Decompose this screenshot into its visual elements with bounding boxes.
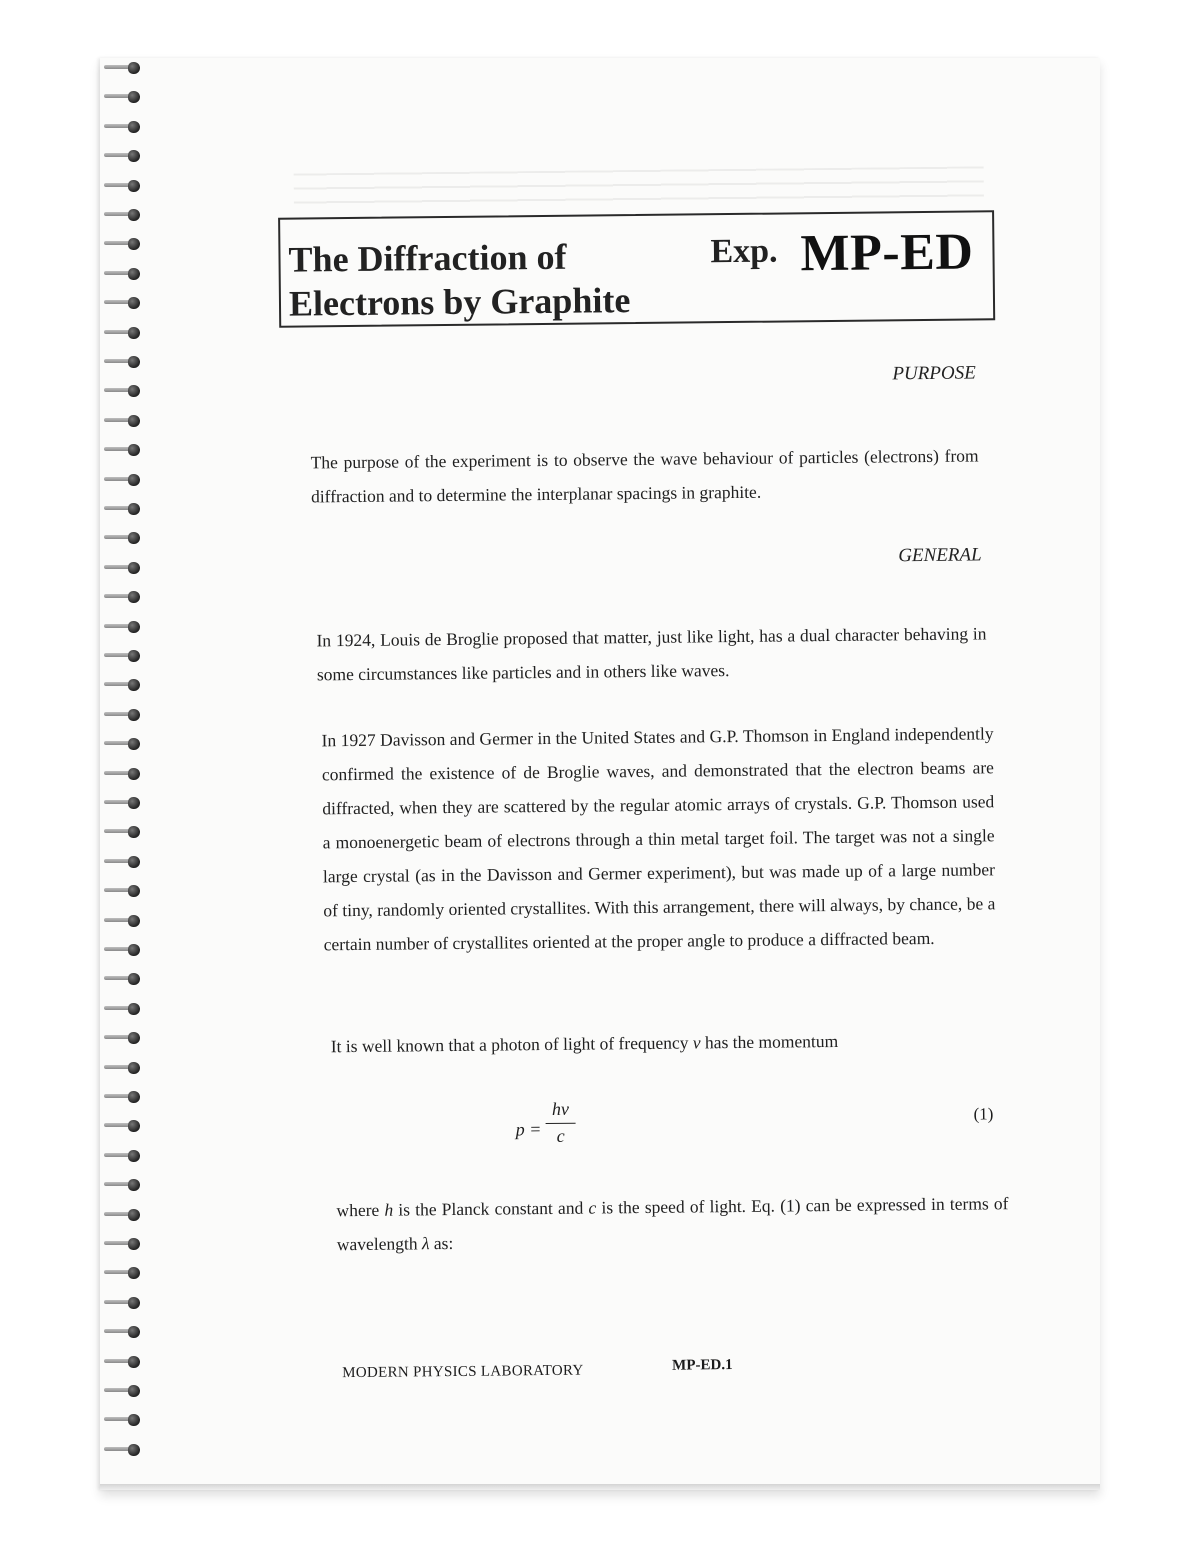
p3-text-after: has the momentum	[700, 1030, 839, 1053]
frequency-symbol: ν	[692, 1032, 701, 1053]
p4-text-4: as:	[429, 1232, 454, 1254]
general-paragraph-3	[331, 1022, 1001, 1063]
equation-numerator: hν	[551, 1098, 570, 1119]
p4-text-2: is the Planck constant and	[393, 1197, 589, 1220]
purpose-paragraph: The purpose of the experiment is to observe the wave behaviour of particles (electrons) from diffraction and to determine the interplanar spacings in graphite.	[310, 445, 979, 507]
title-text	[288, 234, 630, 326]
purpose-heading: PURPOSE	[892, 362, 976, 385]
p4-text-3: is the speed of light. Eq. (1) can be expressed in terms of wavelength	[336, 1193, 1009, 1255]
fraction-bar	[546, 1123, 576, 1124]
bleed-through-text	[294, 166, 984, 213]
general-heading: GENERAL	[898, 544, 982, 567]
equation-1	[511, 1099, 582, 1156]
general-paragraph-1: In 1924, Louis de Broglie proposed that matter, just like light, has a dual character behaving in some circumstances like particles and in others like waves.	[316, 623, 987, 685]
title-line-2: Electrons by Graphite	[288, 280, 631, 324]
light-speed-symbol: c	[588, 1197, 597, 1218]
planck-symbol: h	[384, 1199, 394, 1220]
wavelength-symbol: λ	[421, 1233, 430, 1254]
p4-text-1: where	[336, 1199, 385, 1221]
general-paragraph-4	[336, 1186, 1009, 1261]
footer-lab-name: MODERN PHYSICS LABORATORY	[342, 1362, 584, 1382]
p3-text-before: It is well known that a photon of light of frequency	[330, 1032, 693, 1057]
equation-lhs: p =	[515, 1119, 542, 1140]
equation-number: (1)	[973, 1104, 994, 1124]
title-box	[278, 210, 995, 327]
footer-page-number: MP-ED.1	[672, 1357, 733, 1374]
experiment-label: Exp.	[710, 232, 778, 271]
equation-fraction	[545, 1099, 576, 1147]
equation-denominator: c	[556, 1125, 565, 1146]
general-paragraph-2: In 1927 Davisson and Germer in the United States and G.P. Thomson in England independently confirmed the existence of de Broglie waves, and demonstrated that the electron beams are diffracted, when they are scattered by the regular atomic arrays of crystals. G.P. Thomson used a monoenergetic beam of electrons through a thin metal target foil. The target was not a single large crystal (as in the Davisson and Germer experiment), but was made up of a large number of tiny, randomly oriented crystallites. With this arrangement, there will always, by chance, be a certain number of crystallites oriented at the proper angle to produce a diffracted beam.	[321, 723, 996, 955]
experiment-code: MP-ED	[800, 223, 974, 283]
title-line-1: The Diffraction of	[288, 236, 567, 280]
